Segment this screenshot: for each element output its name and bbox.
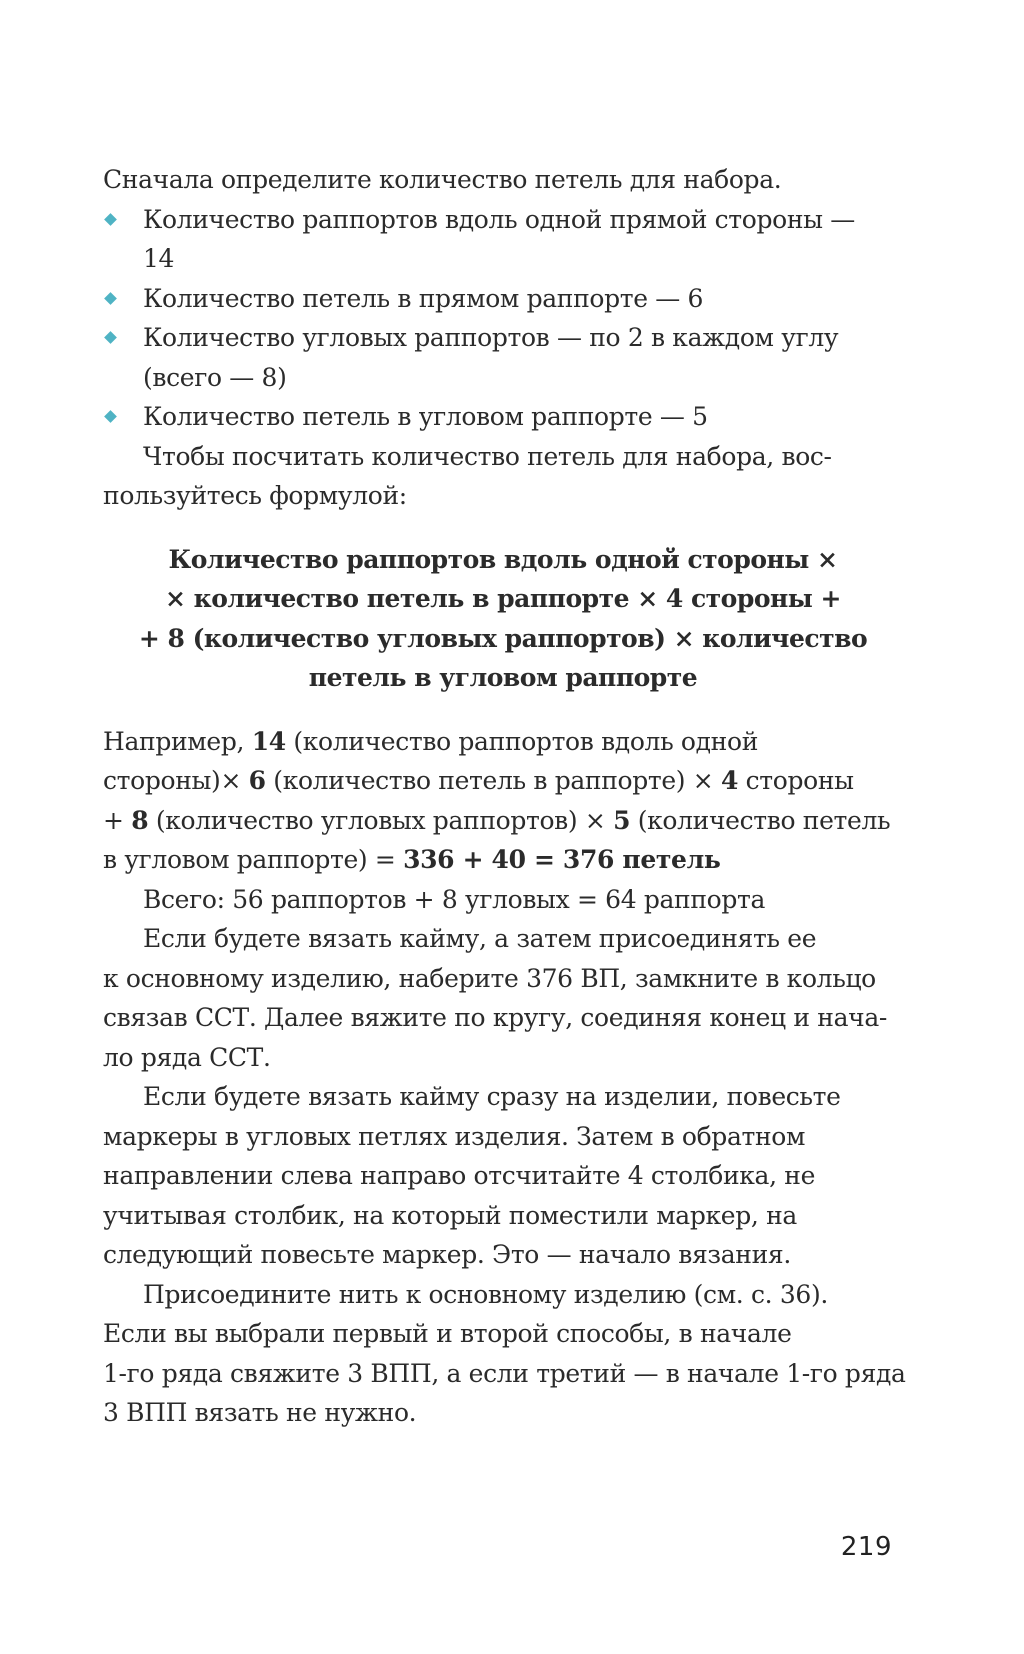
text-line: учитывая столбик, на который поместили маркер, на <box>103 1200 797 1230</box>
text-line: Если будете вязать кайму, а затем присоединять ее <box>143 924 817 953</box>
text-line: стороны)× 6 (количество петель в раппорте) × 4 стороны <box>103 766 854 795</box>
text-line: 1-го ряда свяжите 3 ВПП, а если третий — в начале 1-го ряда <box>103 1358 906 1388</box>
list-item-continuation: (всего — 8) <box>143 362 287 392</box>
text-line: Присоедините нить к основному изделию (см. с. 36). <box>143 1279 828 1309</box>
formula-intro-paragraph <box>103 437 903 516</box>
text-line: Чтобы посчитать количество петель для набора, вос- <box>143 441 832 471</box>
total-line: Всего: 56 раппортов + 8 угловых = 64 раппорта <box>143 884 766 914</box>
diamond-bullet-icon <box>104 331 117 344</box>
text-line: в угловом раппорте) = 336 + 40 = 376 петель <box>103 845 721 874</box>
text-line: ло ряда ССТ. <box>103 1042 271 1072</box>
formula-line: + 8 (количество угловых раппортов) × количество <box>138 623 868 653</box>
text-line: Если будете вязать кайму сразу на изделии, повесьте <box>143 1082 841 1111</box>
text-line: следующий повесьте маркер. Это — начало вязания. <box>103 1240 791 1269</box>
example-paragraph <box>103 722 903 880</box>
text-line: к основному изделию, наберите 376 ВП, замкните в кольцо <box>103 963 876 993</box>
text-line: Например, 14 (количество раппортов вдоль одной <box>103 726 759 756</box>
formula-block <box>103 540 903 698</box>
text-line: 3 ВПП вязать не нужно. <box>103 1398 417 1427</box>
text-line: пользуйтесь формулой: <box>103 481 407 510</box>
on-item-paragraph <box>103 1077 903 1275</box>
formula-line: Количество раппортов вдоль одной стороны × <box>168 544 838 574</box>
text-line: + 8 (количество угловых раппортов) × 5 (количество петель <box>103 805 891 835</box>
text-line: Если вы выбрали первый и второй способы, в начале <box>103 1319 792 1348</box>
bullet-list <box>103 200 903 437</box>
diamond-bullet-icon <box>104 292 117 305</box>
diamond-bullet-icon <box>104 213 117 226</box>
list-item: Количество раппортов вдоль одной прямой стороны — <box>103 200 903 240</box>
list-item: Количество угловых раппортов — по 2 в каждом углу <box>103 318 903 358</box>
text-line: маркеры в угловых петлях изделия. Затем в обратном <box>103 1121 806 1151</box>
text-line: направлении слева направо отсчитайте 4 столбика, не <box>103 1161 816 1190</box>
text-line: связав ССТ. Далее вяжите по кругу, соединяя конец и нача- <box>103 1003 887 1032</box>
attach-paragraph <box>103 1275 906 1433</box>
formula-line: × количество петель в раппорте × 4 стороны + <box>164 584 842 613</box>
intro-line: Сначала определите количество петель для набора. <box>103 165 782 194</box>
diamond-bullet-icon <box>104 410 117 423</box>
list-item: Количество петель в прямом раппорте — 6 <box>103 279 903 319</box>
page-number: 219 <box>840 1532 892 1562</box>
separate-border-paragraph <box>103 919 903 1077</box>
formula-line: петель в угловом раппорте <box>308 663 698 692</box>
list-item: Количество петель в угловом раппорте — 5 <box>103 397 903 437</box>
page-body <box>103 160 906 1433</box>
list-item-continuation: 14 <box>143 244 175 273</box>
